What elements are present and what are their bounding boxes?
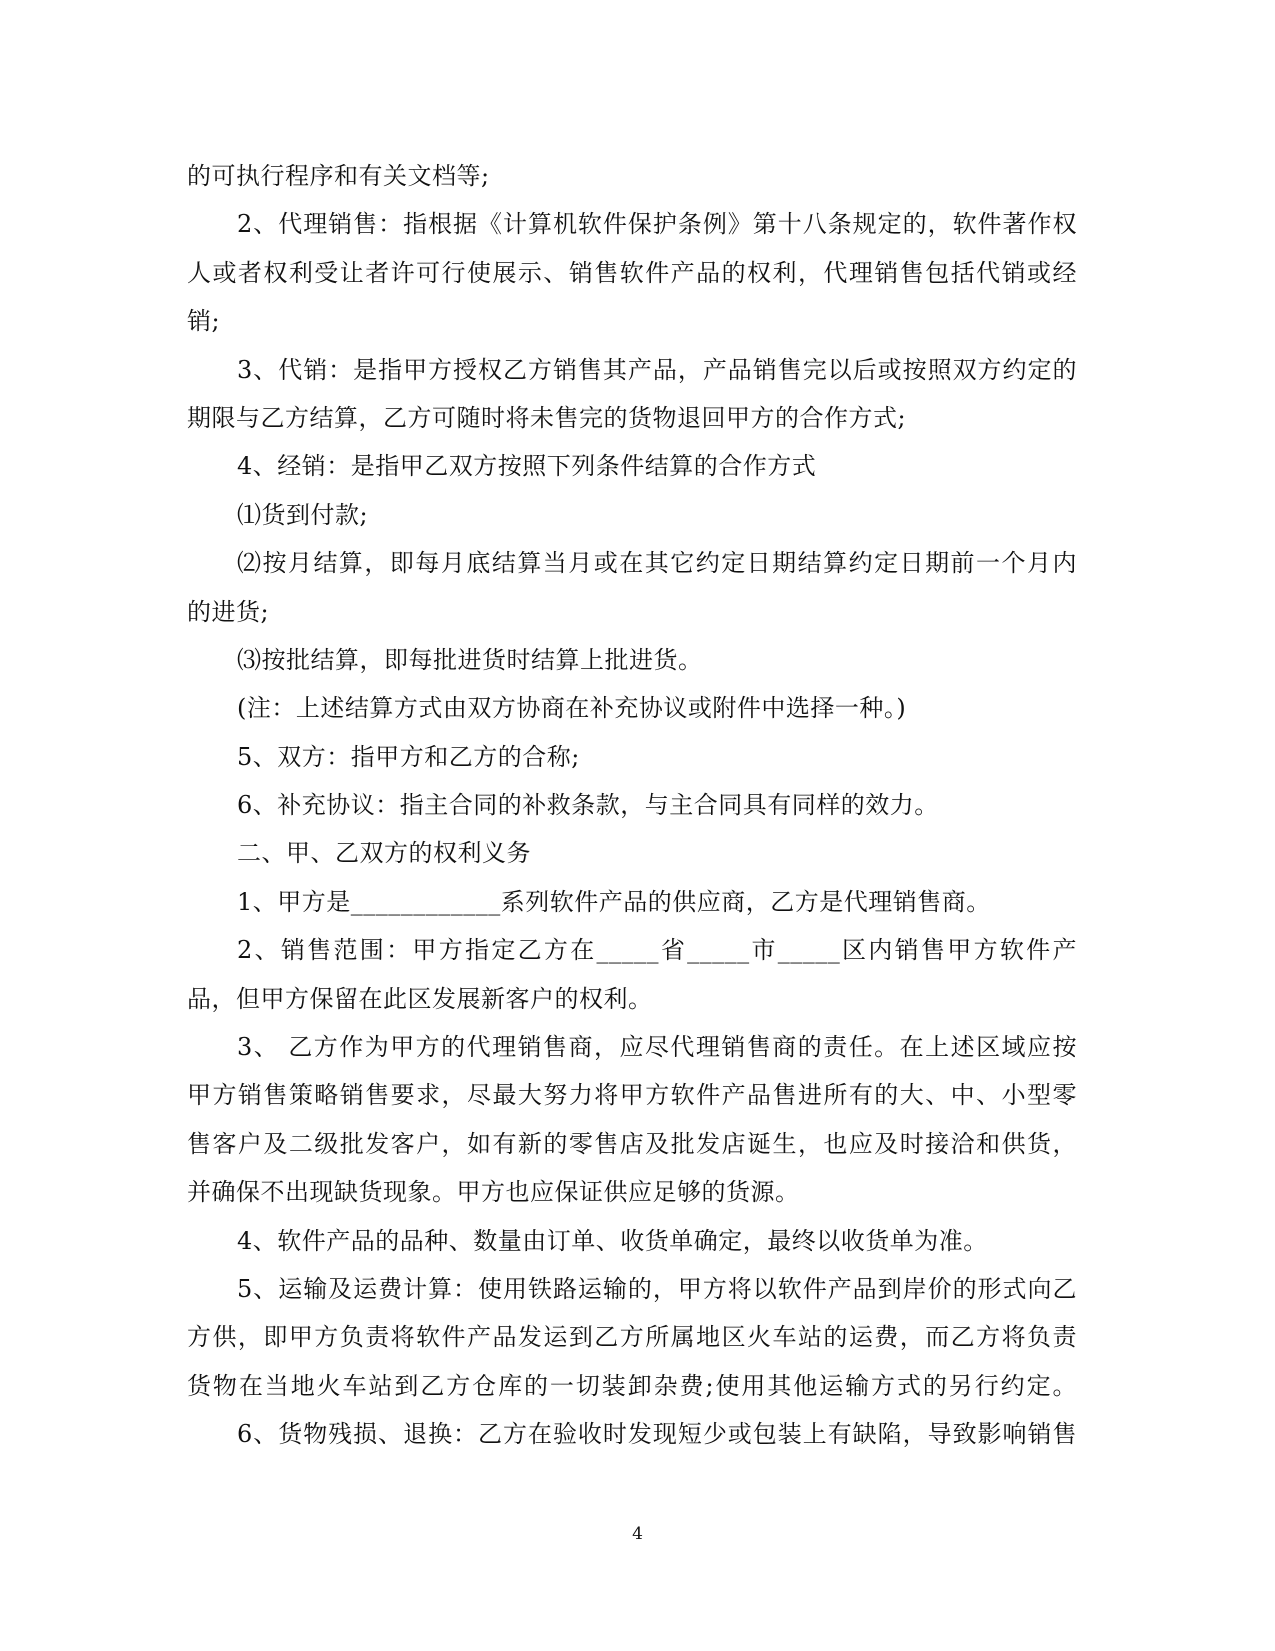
text-line: ⑵按月结算，即每月底结算当月或在其它约定日期结算约定日期前一个月内 xyxy=(237,549,1077,578)
text-line: 售客户及二级批发客户，如有新的零售店及批发店诞生，也应及时接洽和供货， xyxy=(187,1129,1077,1158)
text-line: 6、货物残损、退换：乙方在验收时发现短少或包装上有缺陷，导致影响销售 xyxy=(237,1420,1077,1449)
text-line: ⑴货到付款; xyxy=(237,500,369,529)
text-line: 的进货; xyxy=(187,597,270,626)
page-number: 4 xyxy=(632,1524,643,1544)
text-line: 并确保不出现缺货现象。甲方也应保证供应足够的货源。 xyxy=(187,1178,800,1207)
text-line: 5、双方：指甲方和乙方的合称; xyxy=(237,742,580,771)
text-line: 的可执行程序和有关文档等; xyxy=(187,162,490,190)
text-line: 1、甲方是____________系列软件产品的供应商，乙方是代理销售商。 xyxy=(237,887,991,916)
text-line: 品，但甲方保留在此区发展新客户的权利。 xyxy=(187,984,653,1013)
text-line: 方供，即甲方负责将软件产品发运到乙方所属地区火车站的运费，而乙方将负责 xyxy=(187,1323,1077,1352)
text-line: 2、代理销售：指根据《计算机软件保护条例》第十八条规定的，软件著作权 xyxy=(237,210,1077,239)
text-line: 销; xyxy=(187,307,221,336)
section-heading: 二、甲、乙双方的权利义务 xyxy=(237,839,531,868)
text-line: 甲方销售策略销售要求，尽最大努力将甲方软件产品售进所有的大、中、小型零 xyxy=(187,1081,1077,1110)
document-body xyxy=(187,152,1077,1459)
text-line: 3、代销：是指甲方授权乙方销售其产品，产品销售完以后或按照双方约定的 xyxy=(237,355,1077,384)
text-line: 5、运输及运费计算：使用铁路运输的，甲方将以软件产品到岸价的形式向乙 xyxy=(237,1274,1077,1303)
text-line: 6、补充协议：指主合同的补救条款，与主合同具有同样的效力。 xyxy=(237,791,939,820)
text-line: 期限与乙方结算，乙方可随时将未售完的货物退回甲方的合作方式; xyxy=(187,403,907,432)
text-line: 货物在当地火车站到乙方仓库的一切装卸杂费;使用其他运输方式的另行约定。 xyxy=(187,1371,1077,1400)
text-line: 4、经销：是指甲乙双方按照下列条件结算的合作方式 xyxy=(237,452,817,481)
text-line: 4、软件产品的品种、数量由订单、收货单确定，最终以收货单为准。 xyxy=(237,1226,988,1255)
text-line: ⑶按批结算，即每批进货时结算上批进货。 xyxy=(237,645,703,674)
text-line: 人或者权利受让者许可行使展示、销售软件产品的权利，代理销售包括代销或经 xyxy=(187,258,1077,287)
text-line: (注：上述结算方式由双方协商在补充协议或附件中选择一种。) xyxy=(237,694,907,723)
text-line: 2、销售范围：甲方指定乙方在_____省_____市_____区内销售甲方软件产 xyxy=(237,936,1077,965)
text-line: 3、 乙方作为甲方的代理销售商，应尽代理销售商的责任。在上述区域应按 xyxy=(237,1033,1077,1062)
